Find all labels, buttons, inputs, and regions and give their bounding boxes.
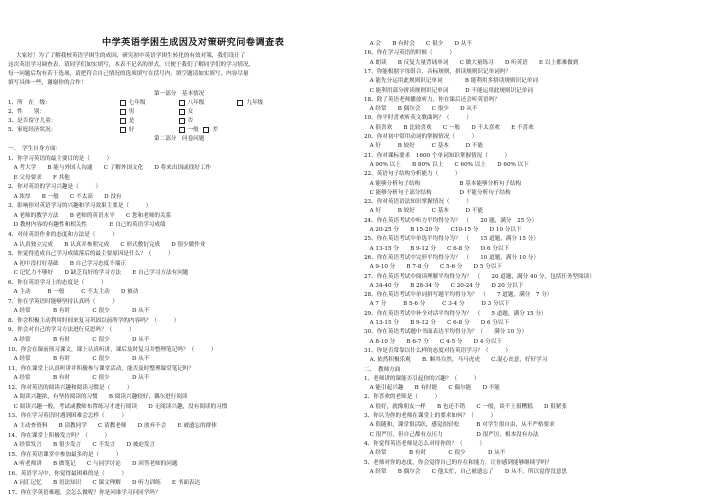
- question-line: 17、你在学英语难题，会怎么做呢？你是问谁学习问同学吗？: [8, 489, 161, 496]
- question-line: A 很好，就像朋友一样 B 也还不错 C 一般，谈不上很糟糕 D 很紧张: [364, 403, 568, 410]
- info-row: [8, 117, 193, 126]
- question-line: A 经常 B 有时 C 很少 D 从不: [8, 375, 150, 382]
- question-line: A 听老师讲 B 做笔记 C 与同学讨论 D 回答老师的问题: [8, 461, 178, 468]
- question-line: A 朗读 B 反复大量背诵单词 C 做大量练习 D 听英语 E 以上都难做到: [364, 59, 579, 66]
- question-line: A 老师的教学方法 B 老师的英语水平 C 您和老师的关系: [8, 212, 172, 219]
- question-line: 5、你觉得造成自己学习成绩落后的最主要原因是什么？（ ）: [8, 251, 174, 258]
- question-line: C 能够分析句子部分结构 D 不能分析句子结构: [364, 189, 511, 196]
- question-line: C 很严厉，但自己都有点压力 D 很严厉，根本没有办法: [364, 431, 539, 438]
- question-line: 11、你在课堂上认真听讲并积极参与课堂活动，能否及时整理课堂笔记吗？: [8, 365, 195, 372]
- question-line: 24、你在英语考试中听力平均得分为？ （ 20 题，满分 25 分）: [364, 217, 538, 224]
- option-label: 男: [128, 109, 135, 115]
- question-line: 16、你在学习英语的时候（ ）: [364, 50, 456, 57]
- question-line: 22、英语句子结构分析能力（ ）: [364, 171, 461, 178]
- question-line: C 阅读兴趣一般，考试或教师布置练习才进行阅读 D 无阅读兴趣，没有阅读的习惯: [8, 403, 228, 410]
- part2-heading: 第二部分 问卷问题: [154, 136, 205, 142]
- option-label: 七年级: [128, 100, 146, 106]
- info-label: 2、性 别：: [8, 109, 46, 115]
- question-line: A. 依然积极乐观 B. 顺其自然，马马虎虎 C.混心丧意，好好学习: [364, 357, 548, 364]
- question-line: 26、你在英语考试中完形平均得分为？ （ 10 道题，满分 10 分）: [364, 254, 539, 261]
- question-line: 15、你在英语课堂中参加最多的是（ ）: [8, 451, 122, 458]
- question-line: A 20-25 分 B 15-20 分 C10-15 分 D 10 分以下: [364, 227, 522, 233]
- info-label: 1、所 在 级：: [8, 100, 51, 106]
- question-line: 8、你会积极主动利用时间来复习巩固以前所学的内容吗？（ ）: [8, 317, 180, 324]
- question-line: A 考大学 B 能与外国人沟通 C 了解外国文化 D 将来出国或找好工作: [8, 165, 212, 172]
- info-label: 3、是否留守儿童：: [8, 118, 57, 124]
- question-line: 7、你在学英语时能够坚持认真吗（ ）: [8, 298, 118, 305]
- question-line: A 经常 B 有时 C 很少 D 从不: [8, 356, 150, 363]
- question-line: 一、 学生自身方面：: [8, 146, 62, 152]
- question-line: 27、你在英语考试中阅读理解平均得分为？ （ 20 道题，满分 40 分，包括任务型阅读）: [364, 273, 595, 280]
- question-line: A 能引起兴趣 B 有时能 C 偶尔能 D 不能: [364, 385, 500, 392]
- question-line: A 很随和，课堂很活跃，感觉很轻松 B 对学生很自由，从不严格要求: [364, 422, 555, 429]
- question-line: A 经常 B 有时 C 很少 D 从不: [8, 337, 150, 343]
- checkbox[interactable]: [179, 100, 185, 106]
- question-line: 4、你觉得英语老师是怎么对待你的？（ ）: [364, 440, 486, 447]
- checkbox[interactable]: [179, 118, 185, 124]
- question-line: 14、你在课堂上积极发言吗？（ ）: [8, 432, 111, 439]
- option-label: 女: [187, 109, 194, 115]
- question-line: A 很喜欢 B 比较喜欢 C 一般 D 不太喜欢 E 不喜欢: [364, 124, 534, 131]
- question-line: A 浓厚 B 一般 C 不太高 D 没有: [8, 193, 122, 200]
- info-label: 5、家庭经济状况：: [8, 127, 57, 133]
- page-title: 中学英语学困生成因及对策研究问卷调查表: [102, 37, 285, 48]
- question-line: 1、你学习英语的最主要目的是（ ）: [8, 155, 113, 162]
- question-line: 19、你平时喜欢听英文歌曲吗？（ ）: [364, 115, 472, 122]
- question-line: A 7 分 B 5-6 分 C 3-4 分 D 3 分以下: [364, 301, 510, 308]
- info-row: [8, 108, 193, 117]
- checkbox[interactable]: [120, 127, 126, 133]
- question-line: 3、你认为你的老师在课堂上的要求如何？（ ）: [364, 413, 497, 419]
- question-line: 31、你是否常靠以什么样的态度对待英语学习？（ ）: [364, 347, 511, 354]
- option-label: 九年级: [246, 100, 264, 106]
- checkbox[interactable]: [203, 127, 209, 133]
- checkbox[interactable]: [179, 109, 185, 115]
- question-line: 1、老师讲的课能否引起你的兴趣？（ ）: [364, 375, 480, 382]
- question-line: A 主动 B 一般 C 不太主动 D 被动: [8, 289, 139, 296]
- question-line: A 13-15 分 B 9-12 分 C 6-8 分 D 6 分以下: [364, 245, 510, 252]
- question-line: 25、你在英语考试中单选平均得分为？ （ 15 道题，满分 15 分）: [364, 236, 539, 243]
- question-line: 13、你在学习英语时遇到困难会怎样（ ）: [8, 413, 127, 420]
- question-line: A 认真独立完成 B 认真并参照完成 C 形式敷衍完成 D 很少做作业: [8, 241, 206, 248]
- question-line: E 父母要求 F 其他: [8, 174, 70, 181]
- question-line: A 90% 以上 B 80% 以上 C 60% 以上 D 60% 以下: [364, 161, 529, 168]
- question-line: 28、你在英语考试中单词拼写题平均得分为？ （ 7 道题，满分 7 分）: [364, 292, 553, 299]
- question-line: 5、老师对你的态度，你会觉得自己的存在和能力，让你感到能够继续学吗？: [364, 459, 553, 466]
- question-line: 10、你会在课前预习课文，课上认真听讲，课后及时复习并整理笔记吗？（ ）: [8, 346, 217, 353]
- checkbox[interactable]: [179, 127, 185, 133]
- option-label: 好: [128, 127, 135, 133]
- question-line: A 8-10 分 B 6-7 分 C 4-5 分 D 4 分以下: [364, 338, 503, 345]
- question-line: 20、你对初中常用动词的掌握情况（ ）: [364, 134, 478, 140]
- info-row: [8, 99, 263, 108]
- checkbox[interactable]: [120, 118, 126, 124]
- question-line: A 能先分运用此规则识记单词 B 能利用多拼读规则识记单词: [364, 78, 538, 85]
- info-row: [8, 126, 218, 135]
- option-label: 一般: [187, 127, 199, 133]
- question-line: C 能利用部分拼读规则识记单词 D 不能运用此规则识记单词: [364, 87, 533, 94]
- question-line: 4、对待英语作业的态度和方法是（ ）: [8, 231, 118, 238]
- question-line: A 初中没打好基础 B 自己学习态度不端正: [8, 260, 126, 267]
- checkbox[interactable]: [237, 100, 243, 106]
- question-line: 二、 教师方面: [364, 366, 401, 373]
- question-line: 2、你喜欢的老师是（ ）: [364, 394, 441, 401]
- question-line: D 教材内容的有趣性和相关性 E 自己的英语学习成绩: [8, 222, 166, 229]
- question-line: A 13-15 分 B 9-12 分 C 6-8 分 D 6 分以下: [364, 320, 510, 326]
- question-line: 29、你在英语考试中补全对话平均得分为？ （ 5 道题，满分 15 分）: [364, 310, 547, 317]
- question-line: C 记忆力不够好 D 缺乏良好的学习方法 E 自己学习方法有问题: [8, 270, 189, 277]
- question-line: A 34-40 分 B 28-34 分 C 20-24 分 D 20 分以下: [364, 282, 524, 289]
- question-line: 17、你能根据字母组合、音标规则，拼读规则识记单词吗？: [364, 68, 511, 75]
- checkbox[interactable]: [120, 100, 126, 106]
- question-line: 18、除了英语老师播放听力，你在课后还会听英语吗？: [364, 96, 500, 103]
- option-label: 差: [212, 127, 218, 133]
- question-line: A 主动查资料 B 请教同学 C 请教老师 D 放弃不会 E 被遗忘的群体: [8, 422, 217, 429]
- question-line: A 好 B 较好 C 基本 D 不能: [364, 143, 484, 150]
- question-line: A 9-10 分 B 7-8 分 C 5-6 分 D 5 分以下: [364, 264, 503, 271]
- question-line: A 经常 B 有时 C 很少 D 从不: [8, 308, 150, 315]
- question-line: 2、你对英语的学习兴趣是（ ）: [8, 184, 102, 191]
- question-line: 6、你在英语学习上的态度是（ ）: [8, 279, 107, 286]
- option-label: 八年级: [187, 100, 205, 106]
- intro-line: 大家好！为了了解我校英语学困生的成因，研究初中英语学困生转化的有效对策，我们设计了: [16, 53, 246, 59]
- question-line: A 好 B 较好 C 基本 D 不能: [364, 208, 484, 215]
- question-line: 12、你对英语的阅读兴趣和阅读习惯是（ ）: [8, 384, 133, 391]
- question-line: A 经常 B 有时 C 很少 D 从不: [364, 450, 506, 457]
- question-line: A 能够分析句子结构 B 基本能够分析句子结构: [364, 180, 522, 187]
- question-line: A 阅读兴趣浓，有坚持阅读的习惯 B 阅读兴趣较好，偶尔进行阅读: [8, 394, 188, 401]
- question-line: A 经常 B 偶尔会 C 他太忙，自己被遗忘了 D 从不，所以觉得没意思: [364, 468, 568, 475]
- question-line: 23、你对英语语法知识掌握情况（ ）: [364, 199, 472, 206]
- question-line: A 经常 B 偶尔会 C 很少 D 从不: [364, 106, 478, 113]
- question-line: A 词汇记忆 B 语法知识 C 课文理解 D 听力训练 E 书面表达: [8, 480, 201, 487]
- question-line: 9、你会对自己的学习方法进行反思吗？（ ）: [8, 327, 135, 334]
- question-line: A 经常发言 B 很少发言 C 不发言 D 被迫发言: [8, 442, 156, 449]
- question-line: 3、影响你对英语学习的兴趣和学习效果主要是（ ）: [8, 203, 152, 210]
- question-line: 30、你在英语考试题中书面表达平均得分为？（ 满分 10 分）: [364, 329, 528, 336]
- question-line: A 会 B 有时会 C 很少 D 从不: [364, 41, 472, 47]
- question-line: 21、你对课标要求 1600 个单词知识掌握情况（ ）: [364, 152, 511, 159]
- intro-line: 填写具体一些，谢谢你的合作！: [8, 80, 87, 86]
- question-line: 16、英语学习中，你觉得最困难的是（ ）: [8, 470, 127, 477]
- option-label: 否: [187, 118, 194, 124]
- checkbox[interactable]: [120, 109, 126, 115]
- intro-line: 每一问题后均有若干选项，请把符合自己情况的选项填写在括号内，填空题请如实填写，内容尽量: [8, 71, 249, 77]
- intro-line: 这次英语学习调查表，请同学们如实填写，本表不记名的形式，只便于我们了解同学们的学习情况，: [8, 62, 255, 68]
- option-label: 是: [128, 118, 135, 124]
- part1-heading: 第一部分 基本情况: [154, 91, 205, 97]
